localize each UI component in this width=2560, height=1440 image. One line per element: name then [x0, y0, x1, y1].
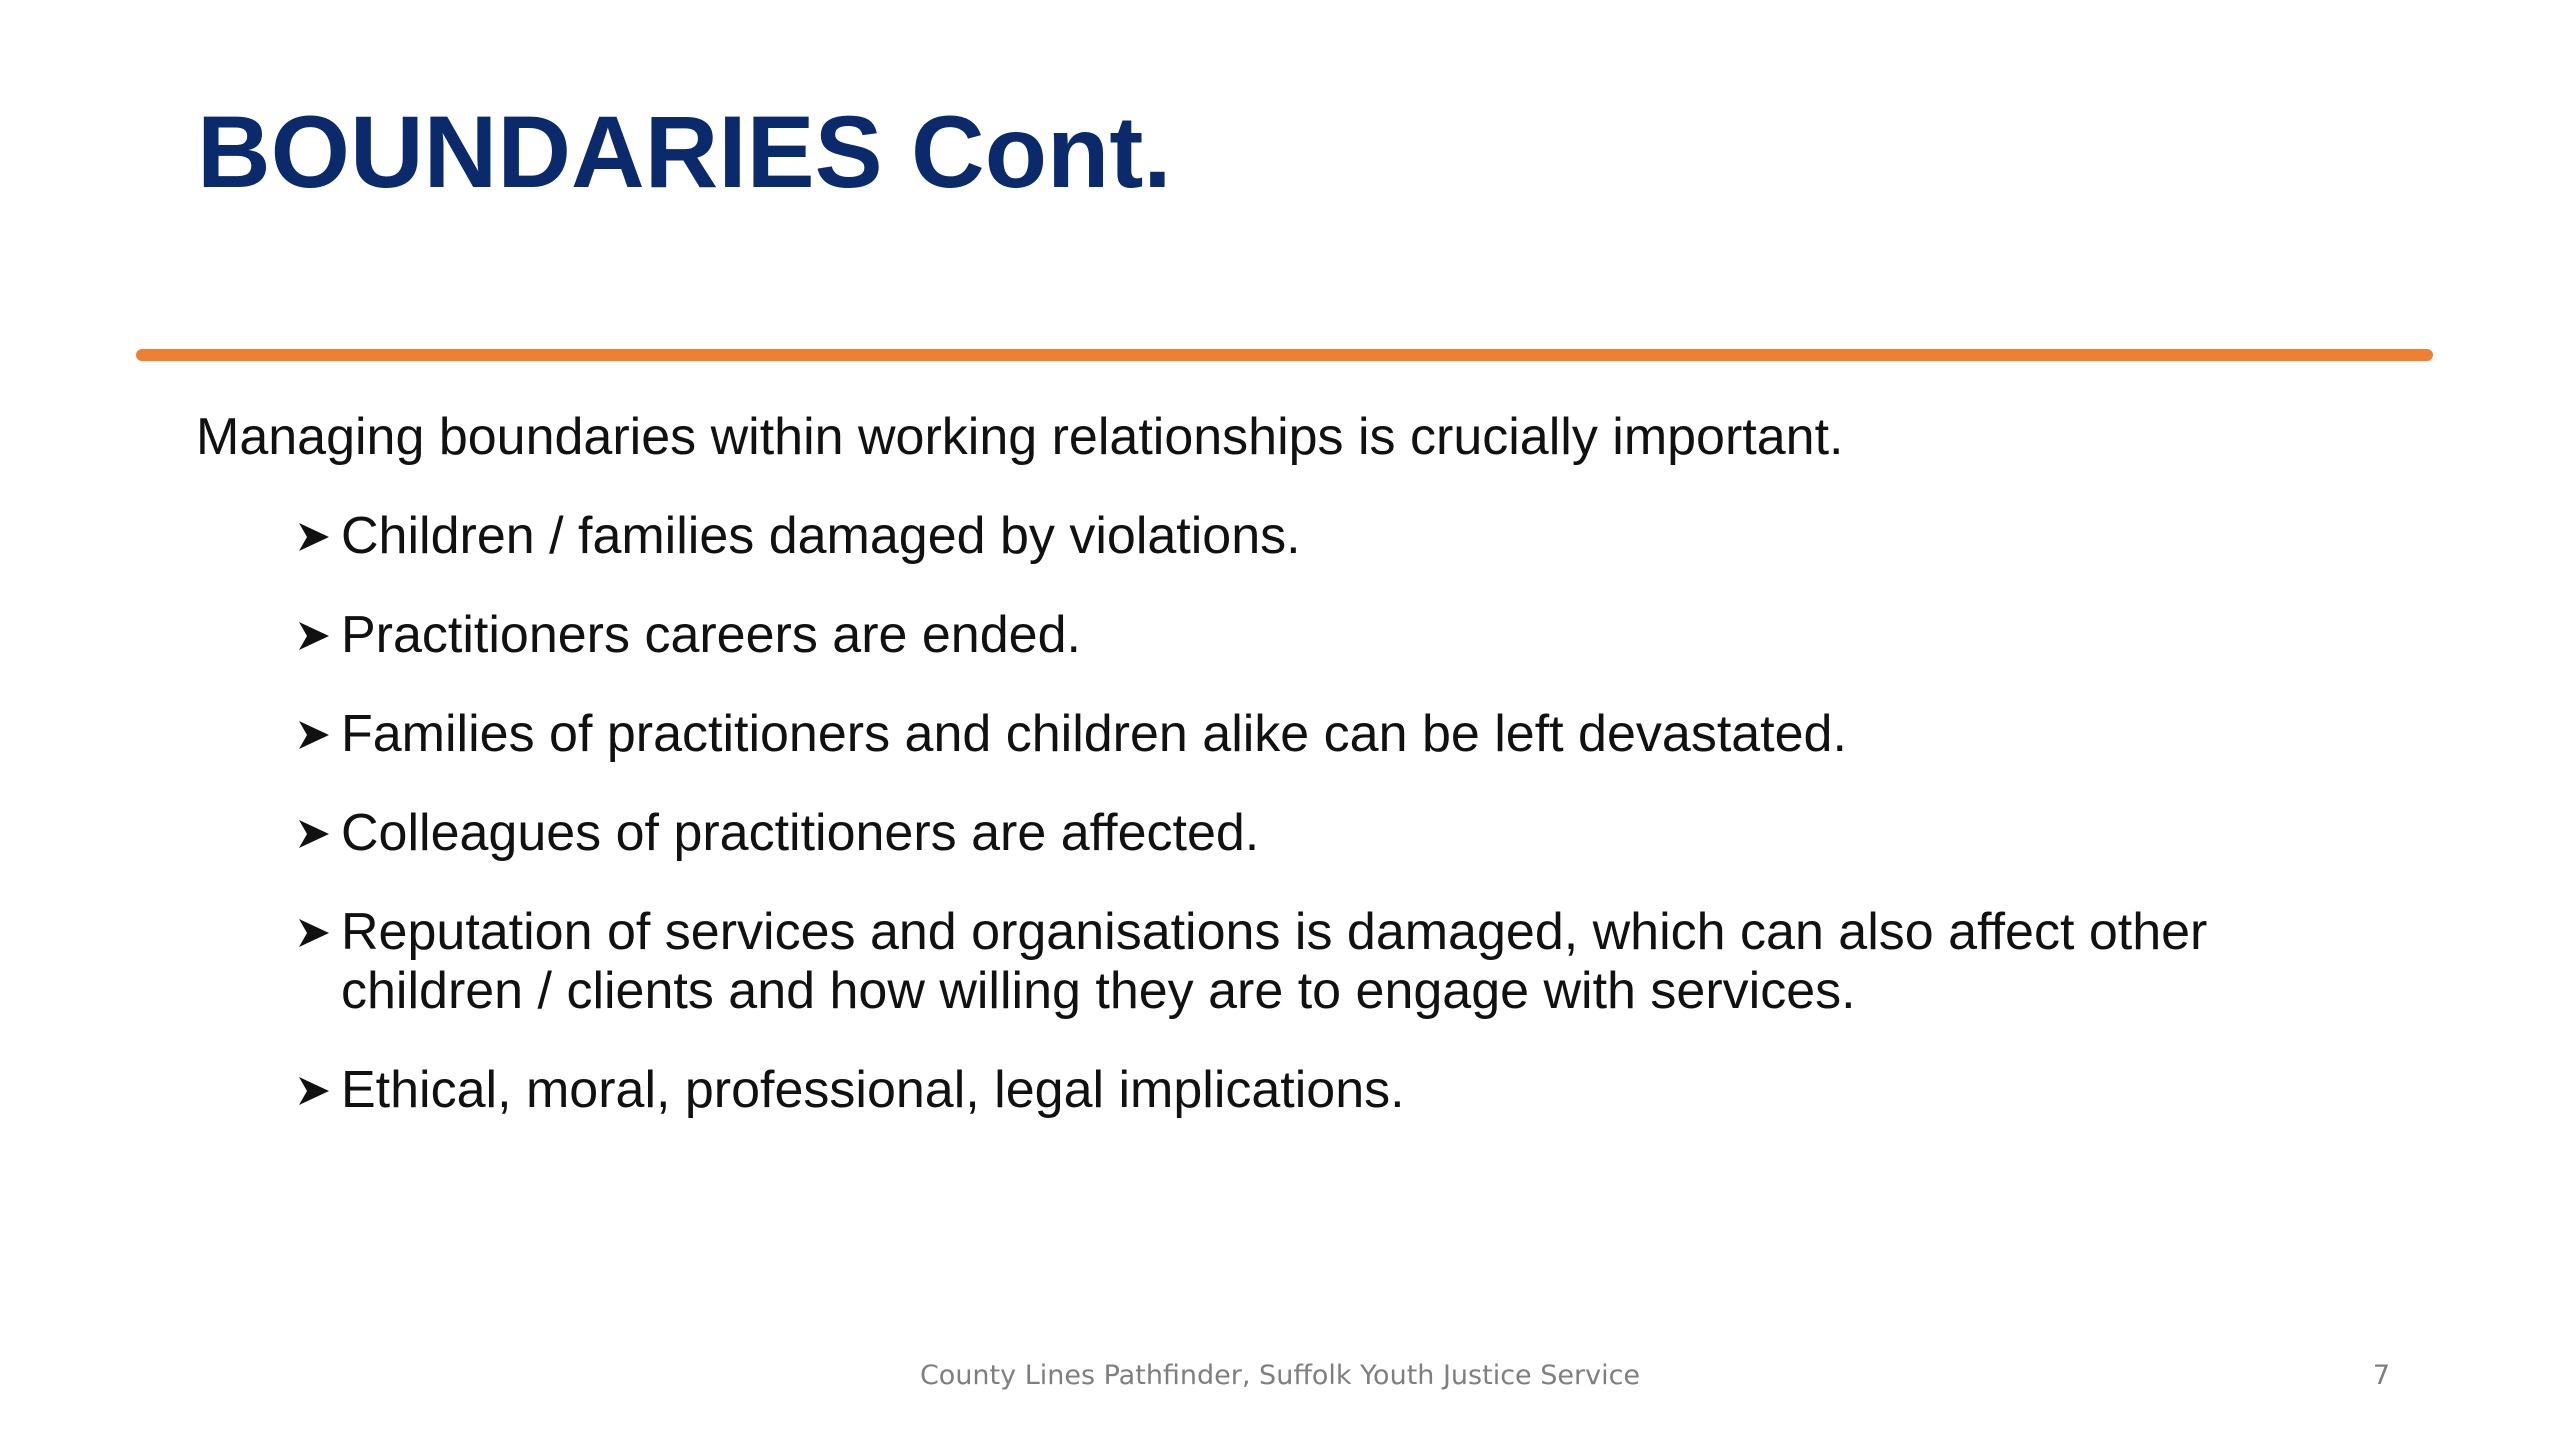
page-number: 7 — [2372, 1360, 2390, 1391]
bullet-item — [297, 705, 2391, 764]
bullet-item — [297, 804, 2391, 863]
arrowhead-bullet-icon — [297, 705, 337, 764]
bullet-item — [297, 1061, 2391, 1120]
bullet-item — [297, 606, 2391, 665]
arrowhead-bullet-icon — [297, 507, 337, 566]
bullet-text: Practitioners careers are ended. — [341, 606, 1081, 664]
bullet-text: Ethical, moral, professional, legal implications. — [341, 1061, 1405, 1119]
bullet-text: Families of practitioners and children alike can be left devastated. — [341, 705, 1847, 763]
bullet-item — [297, 903, 2391, 1021]
bullet-item — [297, 507, 2391, 566]
intro-text: Managing boundaries within working relationships is crucially important. — [196, 408, 1844, 466]
arrowhead-bullet-icon — [297, 606, 337, 665]
slide-title: BOUNDARIES Cont. — [197, 95, 1172, 209]
arrowhead-bullet-icon — [297, 903, 337, 962]
title-divider — [136, 349, 2433, 361]
arrowhead-bullet-icon — [297, 804, 337, 863]
bullet-text: Colleagues of practitioners are affected. — [341, 804, 1260, 862]
bullet-text: Reputation of services and organisations is damaged, which can also affect other children / clients and how willing they are to engage with services. — [341, 903, 2208, 1020]
bullet-text: Children / families damaged by violations. — [341, 507, 1301, 565]
bullet-list — [196, 507, 2396, 1120]
arrowhead-bullet-icon — [297, 1061, 337, 1120]
slide-body — [196, 408, 2396, 1160]
slide-footer: County Lines Pathfinder, Suffolk Youth Justice Service — [919, 1360, 1641, 1391]
